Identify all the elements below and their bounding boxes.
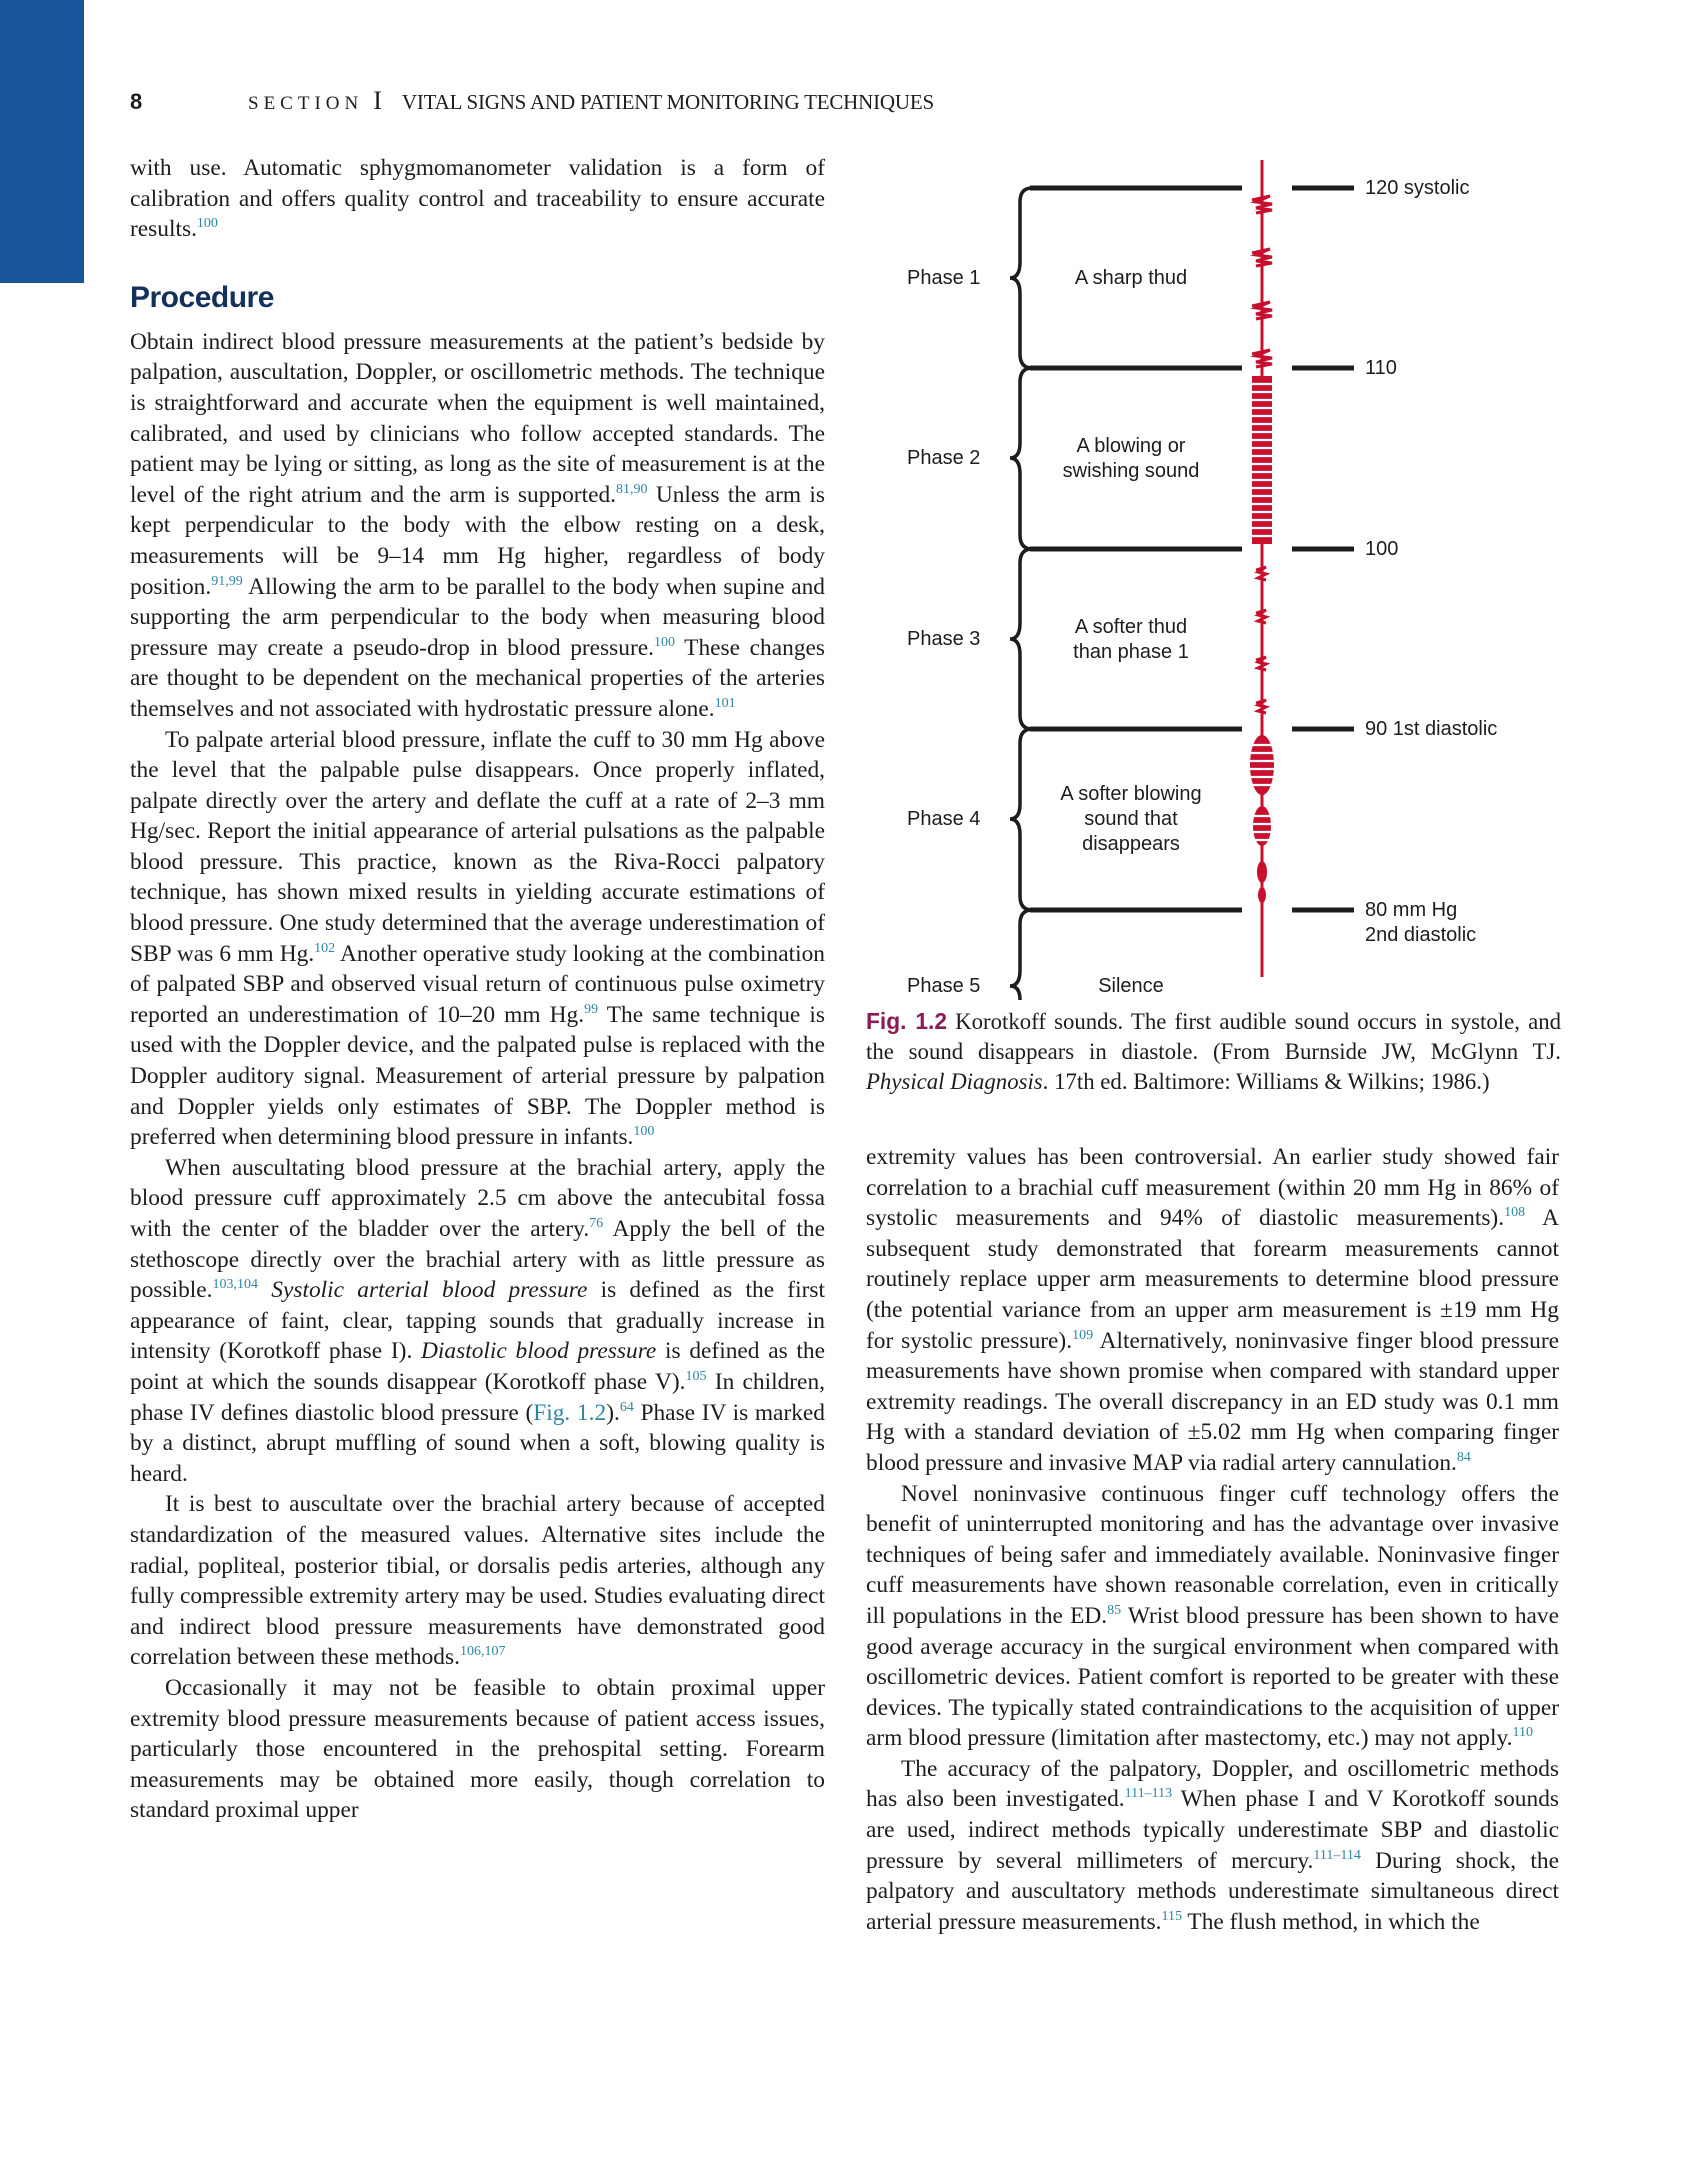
paragraph: Occasionally it may not be feasible to obtain proximal upper extremity blood pressure measurements because of patient access issues, particularly those encountered in the prehospital setting. Forearm measurements may be obtained more easily, though correlation to standard proximal upper xyxy=(130,1674,825,1824)
phase-description: Silence xyxy=(1098,975,1164,997)
citation-ref[interactable]: 102 xyxy=(314,940,336,956)
phase-braces xyxy=(1010,188,1032,1000)
citation-ref[interactable]: 100 xyxy=(653,634,675,650)
paragraph: extremity values has been controversial. An earlier study showed fair correlation to a brachial cuff measurement (within 20 mm Hg in 86% of systolic measurements and 94% of diastolic measurements).$^{108}$ A subsequent study demonstrated that forearm measurements cannot routinely replace upper arm measurements to determine blood pressure (the potential variance from an upper arm measurement is ±19 mm Hg for systolic pressure).$^{109}$ Alternatively, noninvasive finger blood pressure measurements have shown promise when compared with standard upper extremity readings. The overall discrepancy in an ED study was 0.1 mm Hg with a standard deviation of ±5.02 mm Hg when comparing finger blood pressure and invasive MAP via radial artery cannulation.$^{84}$ xyxy=(866,1144,1559,1476)
section-heading-procedure: Procedure xyxy=(130,280,274,314)
citation-ref[interactable]: 64 xyxy=(619,1399,634,1415)
paragraph: To palpate arterial blood pressure, inflate the cuff to 30 mm Hg above the level that the palpable pulse disappears. Once properly inflated, palpate directly over the artery and deflate the cuff at a rate of 2–3 mm Hg/sec. Report the initial appearance of arterial pulsations as the palpable blood pressure. This practice, known as the Riva-Rocci palpatory technique, has shown mixed results in yielding accurate estimations of blood pressure. One study determined that the average underestimation of SBP was 6 mm Hg.$^{102}$ Another operative study looking at the combination of palpated SBP and observed visual return of continuous pulse oximetry reported an underestimation of 10–20 mm Hg.$^{99}$ The same technique is used with the Doppler device, and the palpated pulse is replaced with the Doppler auditory signal. Measurement of arterial pressure by palpation and Doppler yields only estimates of SBP. The Doppler method is preferred when determining blood pressure in infants.$^{100}$ xyxy=(130,726,825,1151)
paragraph: Novel noninvasive continuous finger cuff technology offers the benefit of uninterrupted monitoring and has the advantage over invasive techniques of being safer and immediately available. Noninvasive finger cuff measurements have shown reasonable correlation, even in critically ill populations in the ED.$^{85}$ Wrist blood pressure has been shown to have good average accuracy in the surgical environment when compared with oscillometric devices. Patient comfort is reported to be greater with these devices. The typically stated contraindications to the acquisition of upper arm blood pressure (limitation after mastectomy, etc.) may not apply.$^{110}$ xyxy=(866,1480,1559,1752)
citation-ref[interactable]: 91,99 xyxy=(211,573,243,589)
citation-ref[interactable]: 85 xyxy=(1107,1602,1122,1618)
phase-label: Phase 3 xyxy=(907,628,981,650)
figure-label: Fig. 1.2 xyxy=(866,1008,948,1034)
section-word: SECTION xyxy=(248,93,364,114)
term-diastolic: Diastolic blood pressure xyxy=(421,1338,657,1365)
book-title: Physical Diagnosis xyxy=(866,1069,1043,1094)
citation-ref[interactable]: 105 xyxy=(685,1368,707,1384)
phase-description: A sharp thud xyxy=(1074,267,1188,289)
paragraph: It is best to auscultate over the brachial artery because of accepted standardization of the measured values. Alternative sites include the radial, popliteal, posterior tibial, or dorsalis pedis arteries, although any fully compressible extremity artery may be used. Studies evaluating direct and indirect blood pressure measurements have demonstrated good correlation between these methods.$^{106,107}$ xyxy=(130,1491,826,1671)
paragraph: Obtain indirect blood pressure measurements at the patient’s bedside by palpation, auscultation, Doppler, or oscillometric methods. The technique is straightforward and accurate when the equipment is well maintained, calibrated, and used by clinicians who follow accepted standards. The patient may be lying or sitting, as long as the site of measurement is at the level of the right atrium and the arm is supported.$^{81,90}$ Unless the arm is kept perpendicular to the body with the elbow resting on a desk, measurements will be 9–14 mm Hg higher, regardless of body position.$^{91,99}$ Allowing the arm to be parallel to the body when supine and supporting the arm perpendicular to the body when measuring blood pressure may create a pseudo-drop in blood pressure.$^{100}$ These changes are thought to be dependent on the mechanical properties of the arteries themselves and not associated with hydrostatic pressure alone.$^{101}$ xyxy=(130,328,825,722)
phase-description: A blowing or swishing sound xyxy=(1062,435,1200,482)
pressure-mark: 90 1st diastolic xyxy=(1365,718,1498,740)
citation-ref[interactable]: 101 xyxy=(714,695,736,711)
phase-description: A softer blowing sound that disappears xyxy=(1060,783,1202,855)
citation-ref[interactable]: 111–114 xyxy=(1313,1847,1361,1863)
pressure-mark: 100 xyxy=(1365,538,1399,560)
pressure-mark: 80 mm Hg 2nd diastolic xyxy=(1365,899,1477,946)
chapter-tab-bar xyxy=(0,0,84,283)
phase-label: Phase 2 xyxy=(907,447,981,469)
intro-paragraph: with use. Automatic sphygmomanometer validation is a form of calibration and offers quality control and traceability to ensure accurate results.$^{100}$ xyxy=(130,155,825,243)
pressure-mark: 110 xyxy=(1365,357,1397,379)
citation-ref[interactable]: 100 xyxy=(196,216,218,232)
page-number: 8 xyxy=(130,89,143,114)
right-column xyxy=(866,1142,1559,1937)
figure-korotkoff-sounds xyxy=(866,150,1566,1000)
citation-ref[interactable]: 76 xyxy=(589,1216,604,1231)
section-number: I xyxy=(373,86,382,115)
citation-ref[interactable]: 99 xyxy=(584,1001,599,1017)
citation-ref[interactable]: 81,90 xyxy=(616,481,648,497)
citation-ref[interactable]: 103,104 xyxy=(212,1277,259,1293)
running-header xyxy=(130,86,934,120)
citation-ref[interactable]: 110 xyxy=(1512,1725,1533,1741)
section-title: VITAL SIGNS AND PATIENT MONITORING TECHNIQUES xyxy=(401,90,934,114)
figure-link[interactable]: Fig. 1.2 xyxy=(533,1399,607,1426)
figure-caption: Fig. 1.2 Korotkoff sounds. The first audible sound occurs in systole, and the sound disappears in diastole. (From Burnside JW, McGlynn TJ. Physical Diagnosis. 17th ed. Baltimore: Williams & Wilkins; 1986.) xyxy=(866,1008,1561,1094)
term-systolic: Systolic arterial blood pressure xyxy=(271,1277,588,1304)
phase-description: A softer thud than phase 1 xyxy=(1073,616,1189,663)
phase-label: Phase 4 xyxy=(907,808,981,830)
citation-ref[interactable]: 109 xyxy=(1072,1327,1094,1343)
phase-label: Phase 1 xyxy=(907,267,981,289)
citation-ref[interactable]: 115 xyxy=(1161,1908,1182,1924)
left-column xyxy=(130,153,825,1826)
paragraph: The accuracy of the palpatory, Doppler, and oscillometric methods has also been investigated.$^{111-113}$ When phase I and V Korotkoff sounds are used, indirect methods typically underestimate SBP and diastolic pressure by several millimeters of mercury.$^{111-114}$ During shock, the palpatory and auscultatory methods underestimate simultaneous direct arterial pressure measurements.$^{115}$ The flush method, in which the xyxy=(866,1755,1560,1935)
phase-label: Phase 5 xyxy=(907,975,981,997)
pressure-mark: 120 systolic xyxy=(1365,177,1470,199)
citation-ref[interactable]: 84 xyxy=(1456,1449,1471,1465)
citation-ref[interactable]: 100 xyxy=(633,1124,655,1140)
citation-ref[interactable]: 108 xyxy=(1504,1205,1526,1221)
citation-ref[interactable]: 106,107 xyxy=(459,1644,506,1660)
paragraph: When auscultating blood pressure at the brachial artery, apply the blood pressure cuff approximately 2.5 cm above the antecubital fossa with the center of the bladder over the artery.$^{76}$ Apply the bell of the stethoscope directly over the brachial artery with as little pressure as possible.$^{103,104}$ Systolic arterial blood pressure is defined as the first appearance of faint, clear, tapping sounds that gradually increase in intensity (Korotkoff phase I). Diastolic blood pressure is defined as the point at which the sounds disappear (Korotkoff phase V).$^{105}$ In children, phase IV defines diastolic blood pressure (Fig. 1.2).$^{64}$ Phase IV is marked by a distinct, abrupt muffling of sound when a soft, blowing quality is heard. xyxy=(130,1154,826,1487)
citation-ref[interactable]: 111–113 xyxy=(1124,1786,1173,1802)
